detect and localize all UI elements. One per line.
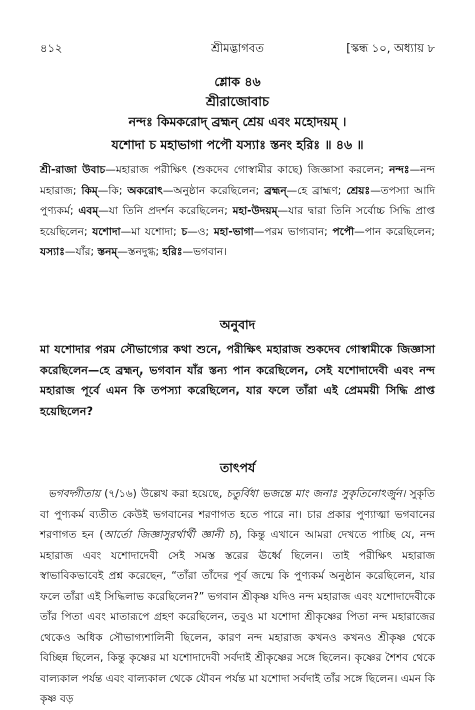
purport-citation: ভগবদ্গীতায় <box>48 488 101 500</box>
book-title: শ্রীমদ্ভাগবত <box>211 41 264 55</box>
purport-span: (৭/১৬) উল্লেখ করা হয়েছে, <box>100 488 227 500</box>
synonym-meaning: যাঁর; <box>75 246 95 258</box>
page-header <box>40 40 435 56</box>
purport-quote: আর্তো জিজ্ঞাসুরর্থার্থী জ্ঞানী চ <box>103 529 235 541</box>
synonym-word: স্তনম্ <box>97 246 118 258</box>
synonym-word: শ্রেয়ঃ <box>346 184 371 197</box>
purport-heading: তাৎপর্য <box>219 460 256 475</box>
synonym-meaning: কি; <box>108 184 123 197</box>
translation-text: মা যশোদার পরম সৌভাগ্যের কথা শুনে, পরীক্ষিৎ মহারাজ শুকদেব গোস্বামীকে জিজ্ঞাসা করেছিলেন—হে ব্রহ্মন্, ভগবান যাঁর স্তন্য পান করেছিলেন, সেই যশোদাদেবী এবং নন্দ মহারাজ পূর্বে এমন কি তপস্যা করেছিলেন, যার ফলে তাঁরা এই প্রেমময়ী সিদ্ধি প্রাপ্ত হয়েছিলেন? <box>40 343 435 418</box>
canto-chapter-reference: [স্কন্ধ ১০, অধ্যায় ৮ <box>346 41 435 55</box>
synonym-meaning: যার দ্বারা তিনি সর্বোচ্চ সিদ্ধি প্রাপ্ত হয়েছিলেন; <box>40 205 435 238</box>
synonym-meaning: মা যশোদা; <box>131 225 177 238</box>
synonym-word: নন্দঃ <box>389 164 410 176</box>
synonym-meaning: পান করেছিলেন; <box>364 225 435 238</box>
synonym-word: কিম্ <box>81 184 98 197</box>
synonym-word: পপৌ <box>332 225 355 238</box>
verse-line-2: যশোদা চ মহাভাগা পপৌ যস্যাঃ স্তনং হরিঃ ॥ ৪৬ ॥ <box>111 137 364 152</box>
word-for-word-synonyms: শ্রী-রাজা উবাচ—মহারাজ পরীক্ষিৎ (শুকদেব গোস্বামীর কাছে) জিজ্ঞাসা করলেন; নন্দঃ—নন্দ মহারাজ; কিম্—কি; অকরোৎ—অনুষ্ঠান করেছিলেন; ব্রহ্মন্—হে ব্রাহ্মণ; শ্রেয়ঃ—তপস্যা আদি পুণ্যকর্ম; এবম্—যা তিনি প্রদর্শন করেছিলেন; মহা-উদয়ম্—যার দ্বারা তিনি সর্বোচ্চ সিদ্ধি প্রাপ্ত হয়েছিলেন; যশোদা—মা যশোদা; চ—ও; মহা-ভাগা—পরম ভাগ্যবান; পপৌ—পান করেছিলেন; যস্যাঃ—যাঁর; স্তনম্—স্তনদুগ্ধ; হরিঃ—ভগবান। <box>40 164 436 258</box>
sloka-speaker: শ্রীরাজোবাচ <box>205 95 270 110</box>
synonym-word: মহা-ভাগা <box>213 225 254 238</box>
synonym-word: হরিঃ <box>162 246 183 258</box>
synonym-word: এবম্ <box>78 205 99 217</box>
synonym-word: যশোদা <box>92 225 121 238</box>
synonym-meaning: ভগবান। <box>193 246 227 258</box>
purport-text <box>40 484 435 710</box>
synonym-meaning: অনুষ্ঠান করেছিলেন; <box>173 184 260 197</box>
synonym-meaning: ও; <box>197 225 210 238</box>
synonym-meaning: স্তনদুগ্ধ; <box>127 246 160 258</box>
synonym-meaning: নন্দ মহারাজ; <box>40 164 435 197</box>
sloka-heading: শ্লোক ৪৬ <box>214 74 261 89</box>
synonym-word: ব্রহ্মন্ <box>264 184 287 197</box>
verse-line-1: নন্দঃ কিমকরোদ্ ব্রহ্মন্ শ্রেয় এবং মহোদয়ম্ । <box>128 114 347 129</box>
page-number: ৪১২ <box>40 41 63 55</box>
purport-quote: চতুর্বিধা ভজন্তে মাং জনাঃ সুকৃতিনোঽর্জুন। <box>226 488 406 500</box>
synonym-meaning: যা তিনি প্রদর্শন করেছিলেন; <box>108 205 228 217</box>
synonym-meaning: তপস্যা আদি পুণ্যকর্ম; <box>40 184 436 217</box>
synonym-meaning: পরম ভাগ্যবান; <box>264 225 328 238</box>
purport-span: সুকৃতি বা পুণ্যকর্ম ব্যতীত কেউই ভগবানের শরণাগত হতে পারে না। চার প্রকার পুণ্যাত্মা ভগবানের শরণাগত হন ( <box>40 488 435 541</box>
synonym-word: মহা-উদয়ম্ <box>232 205 278 217</box>
synonym-word: যস্যাঃ <box>40 246 65 258</box>
translation-heading: অনুবাদ <box>219 317 256 332</box>
synonym-word: শ্রী-রাজা উবাচ <box>40 164 106 176</box>
synonym-word: চ <box>181 225 188 238</box>
synonym-word: অকরোৎ <box>127 184 163 197</box>
synonym-meaning: মহারাজ পরীক্ষিৎ (শুকদেব গোস্বামীর কাছে) জিজ্ঞাসা করলেন; <box>115 164 384 176</box>
synonym-meaning: হে ব্রাহ্মণ; <box>297 184 342 197</box>
purport-span: ), কিন্তু এখানে আমরা দেখতে পাচ্ছি যে, নন্দ মহারাজ এবং যশোদাদেবী সেই সমস্ত স্তরের ঊর্ধ্বে ছিলেন। তাই পরীক্ষিৎ মহারাজ স্বাভাবিকভাবেই প্রশ্ন করেছেন, “তাঁরা তাঁদের পূর্ব জন্মে কি পুণ্যকর্ম অনুষ্ঠান করেছিলেন, যার ফলে তাঁরা এই সিদ্ধিলাভ করেছিলেন?” ভগবান শ্রীকৃষ্ণ যদিও নন্দ মহারাজ এবং যশোদাদেবীকে তাঁর পিতা এবং মাতারূপে গ্রহণ করেছিলেন, তবুও মা যশোদা শ্রীকৃষ্ণের পিতা নন্দ মহারাজের থেকেও অধিক সৌভাগ্যশালিনী ছিলেন, কারণ নন্দ মহারাজ কখনও কখনও শ্রীকৃষ্ণ থেকে বিচ্ছিন্ন ছিলেন, কিন্তু কৃষ্ণের মা যশোদাদেবী সর্বদাই শ্রীকৃষ্ণের সঙ্গে ছিলেন। কৃষ্ণের শৈশব থেকে বাল্যকাল পর্যন্ত এবং বাল্যকাল থেকে যৌবন পর্যন্ত মা যশোদা সর্বদাই তাঁর সঙ্গে ছিলেন। এমন কি কৃষ্ণ বড় <box>40 529 435 705</box>
